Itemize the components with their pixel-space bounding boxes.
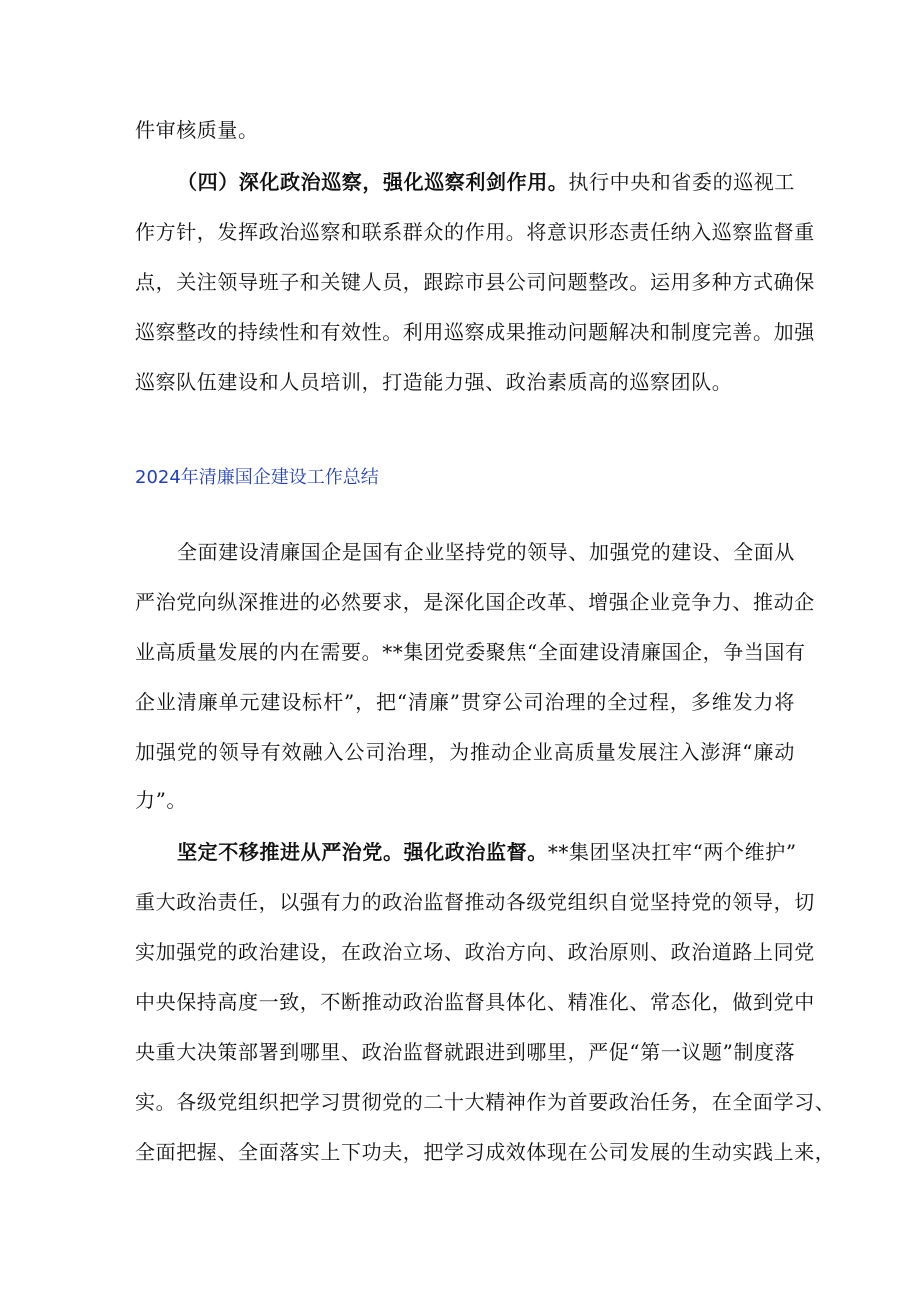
- item4-line-4: 巡察整改的持续性和有效性。利用巡察成果推动问题解决和制度完善。加强: [135, 320, 815, 344]
- item4-line-2: 作方针，发挥政治巡察和联系群众的作用。将意识形态责任纳入巡察监督重: [135, 220, 815, 244]
- intro-line-4: 企业清廉单元建设标杆”，把“清廉”贯穿公司治理的全过程，多维发力将: [135, 690, 795, 714]
- item4-line-1: [177, 168, 795, 196]
- section1-text: **集团坚决扛牢“两个维护”: [547, 840, 797, 864]
- section1-line-7: 全面把握、全面落实上下功夫，把学习成效体现在公司发展的生动实践上来，: [135, 1140, 836, 1164]
- paragraph-tail: [135, 116, 795, 144]
- section1-line-1: [177, 838, 795, 866]
- intro-line-3: 业高质量发展的内在需要。**集团党委聚焦“全面建设清廉国企，争当国有: [135, 640, 806, 664]
- item4-text: 执行中央和省委的巡视工: [568, 170, 796, 194]
- intro-line-6: 力”。: [135, 788, 188, 812]
- article-title-link[interactable]: 2024年清廉国企建设工作总结: [135, 467, 379, 488]
- item4-line-3: 点，关注领导班子和关键人员，跟踪市县公司问题整改。运用多种方式确保: [135, 270, 815, 294]
- item4-title: （四）深化政治巡察，强化巡察利剑作用。: [177, 170, 569, 194]
- section1-line-4: 中央保持高度一致，不断推动政治监督具体化、精准化、常态化，做到党中: [135, 990, 815, 1014]
- intro-line-2: 严治党向纵深推进的必然要求，是深化国企改革、增强企业竞争力、推动企: [135, 590, 815, 614]
- text-line: 件审核质量。: [135, 118, 259, 142]
- section1-line-6: 实。各级党组织把学习贯彻党的二十大精神作为首要政治任务，在全面学习、: [135, 1090, 836, 1114]
- section1-title: 坚定不移推进从严治党。强化政治监督。: [177, 840, 548, 864]
- section1-line-3: 实加强党的政治建设，在政治立场、政治方向、政治原则、政治道路上同党: [135, 940, 815, 964]
- intro-line-1: 全面建设清廉国企是国有企业坚持党的领导、加强党的建设、全面从: [177, 540, 795, 564]
- section1-line-2: 重大政治责任，以强有力的政治监督推动各级党组织自觉坚持党的领导，切: [135, 890, 815, 914]
- intro-line-5: 加强党的领导有效融入公司治理，为推动企业高质量发展注入澎湃“廉动: [135, 740, 795, 764]
- item4-line-5: 巡察队伍建设和人员培训，打造能力强、政治素质高的巡察团队。: [135, 370, 733, 394]
- section1-line-5: 央重大决策部署到哪里、政治监督就跟进到哪里，严促“第一议题”制度落: [135, 1040, 796, 1064]
